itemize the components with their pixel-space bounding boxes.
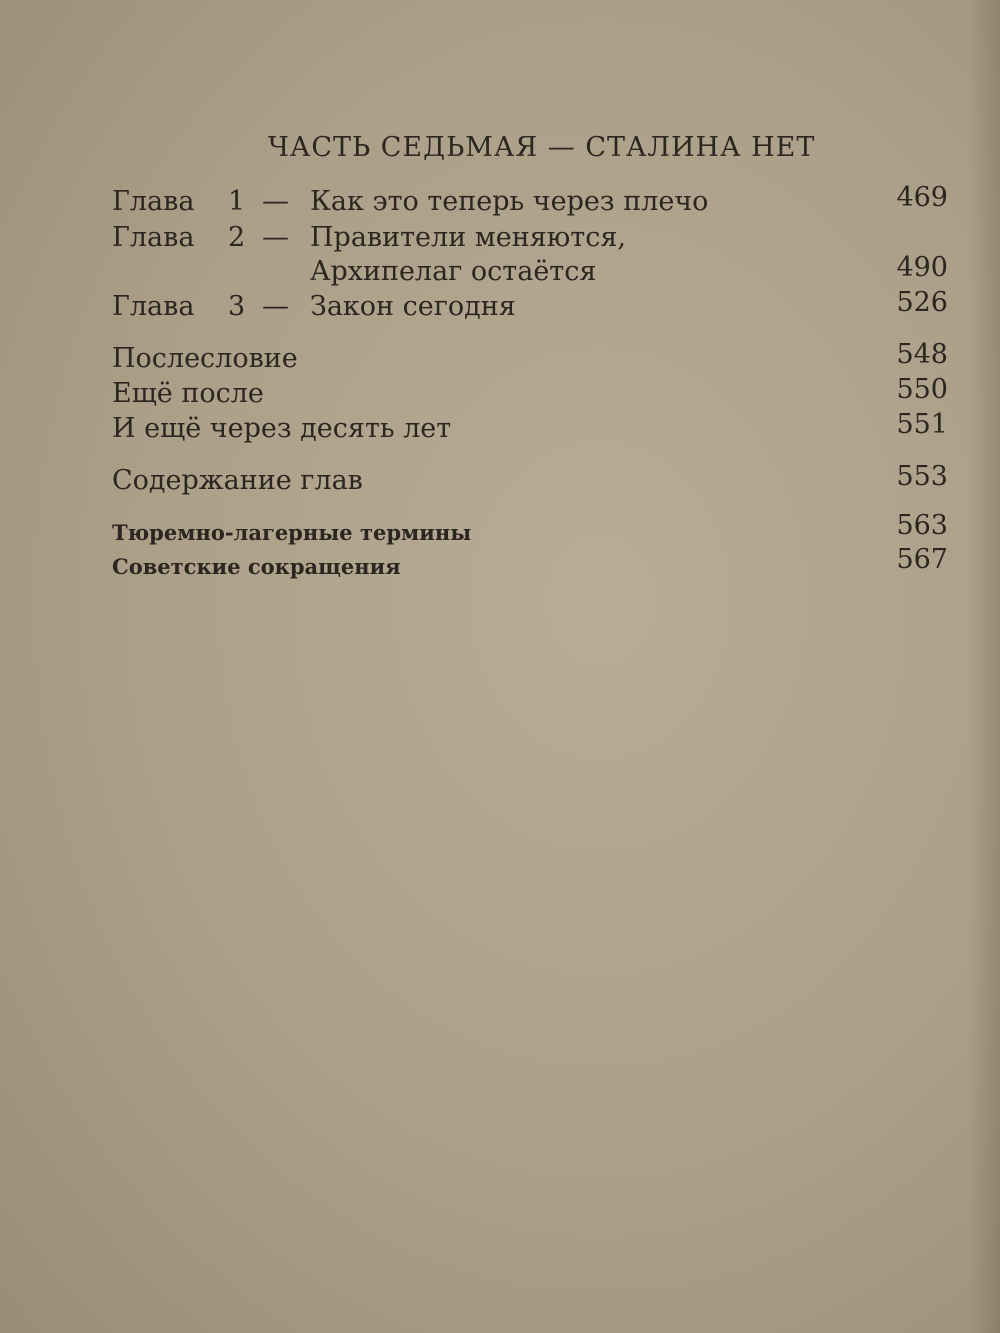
toc-entry-prison-terms <box>112 510 948 550</box>
page-number: 548 <box>896 339 948 370</box>
chapter-number: 3 <box>228 291 246 322</box>
entry-title: Содержание глав <box>112 465 363 496</box>
page-number: 567 <box>896 544 948 575</box>
chapter-number: 2 <box>228 222 246 253</box>
toc-entry-chapter-contents <box>112 461 948 499</box>
entry-title: Ещё после <box>112 378 264 409</box>
page-number: 563 <box>896 510 948 541</box>
toc-entry-chapter-2 <box>112 222 948 256</box>
page-number: 553 <box>896 461 948 492</box>
part-title: ЧАСТЬ СЕДЬМАЯ — СТАЛИНА НЕТ <box>268 132 816 163</box>
page-number: 550 <box>896 374 948 405</box>
page-edge <box>968 0 1000 1333</box>
chapter-dash: — <box>262 291 289 322</box>
chapter-label: Глава <box>112 222 195 253</box>
chapter-dash: — <box>262 186 289 217</box>
page-number: 469 <box>896 182 948 213</box>
chapter-title-continued: Архипелаг остаётся <box>310 256 597 287</box>
toc-entry-chapter-1 <box>112 182 948 220</box>
chapter-number: 1 <box>228 186 246 217</box>
chapter-title: Правители меняются, <box>310 222 626 253</box>
entry-title: Советские сокращения <box>112 554 401 579</box>
toc-entry-chapter-2-continued <box>112 252 948 290</box>
toc-entry-soviet-abbreviations <box>112 544 948 584</box>
page-number: 551 <box>896 409 948 440</box>
toc-entry-ten-years-later <box>112 409 948 447</box>
chapter-title: Закон сегодня <box>310 291 516 322</box>
chapter-dash: — <box>262 222 289 253</box>
entry-title: Тюремно-лагерные термины <box>112 520 472 545</box>
chapter-label: Глава <box>112 291 195 322</box>
entry-title: И ещё через десять лет <box>112 413 452 444</box>
chapter-title: Как это теперь через плечо <box>310 186 709 217</box>
entry-title: Послесловие <box>112 343 298 374</box>
page-number: 526 <box>896 287 948 318</box>
page-number: 490 <box>896 252 948 283</box>
chapter-label: Глава <box>112 186 195 217</box>
toc-entry-chapter-3 <box>112 287 948 325</box>
toc-entry-after-more <box>112 374 948 412</box>
toc-entry-afterword <box>112 339 948 377</box>
